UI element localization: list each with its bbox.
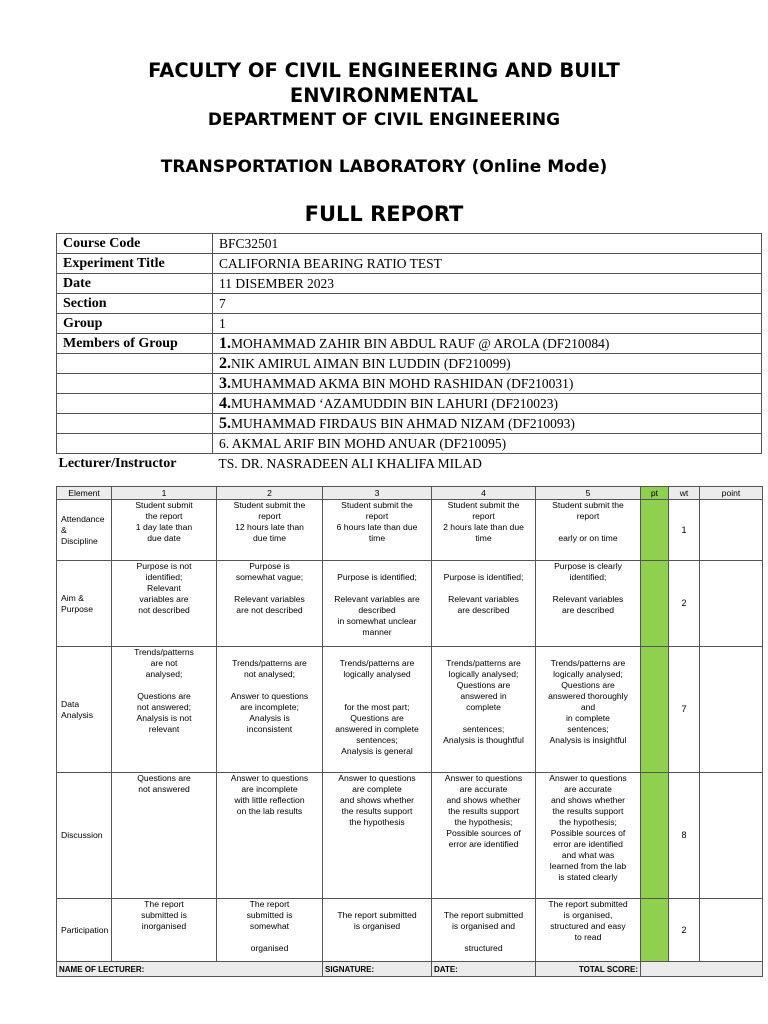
- member-row: [57, 394, 762, 414]
- rubric-footer-row: [57, 962, 763, 977]
- member-entry: [213, 394, 762, 414]
- rubric-element: Attendance & Discipline: [57, 500, 112, 561]
- rubric-cell: The report submitted is inorganised: [112, 899, 217, 962]
- member-name: MUHAMMAD FIRDAUS BIN AHMAD NIZAM (DF210093): [231, 415, 575, 431]
- date-field: DATE:: [432, 962, 536, 977]
- rubric-cell: The report submitted is somewhat organised: [217, 899, 323, 962]
- rubric-header-pt: pt: [641, 487, 669, 500]
- rubric-cell: Answer to questions are accurate and shows whether the results support the hypothesis; Possible sources of error are identified and what was learned from the lab is stated clearly: [536, 773, 641, 899]
- member-name: MUHAMMAD ‘AZAMUDDIN BIN LAHURI (DF210023): [231, 395, 558, 411]
- pt-cell: [641, 647, 669, 773]
- member-number: 2.: [219, 354, 231, 372]
- rubric-element: Aim & Purpose: [57, 561, 112, 647]
- empty-cell: [57, 394, 213, 414]
- experiment-title-value: CALIFORNIA BEARING RATIO TEST: [213, 254, 762, 274]
- rubric-cell: Trends/patterns are logically analysed; Questions are answered in complete sentences; Analysis is thoughtful: [432, 647, 536, 773]
- section-value: 7: [213, 294, 762, 314]
- wt-cell: 2: [669, 899, 700, 962]
- member-entry: [213, 414, 762, 434]
- rubric-cell: Answer to questions are accurate and shows whether the results support the hypothesis; Possible sources of error are identified: [432, 773, 536, 899]
- info-row-group: [57, 314, 762, 334]
- member-number: 4.: [219, 394, 231, 412]
- rubric-row-data-analysis: [57, 647, 763, 773]
- rubric-cell: Trends/patterns are not analysed; Questions are not answered; Analysis is not relevant: [112, 647, 217, 773]
- member-entry: [213, 354, 762, 374]
- rubric-cell: Questions are not answered: [112, 773, 217, 899]
- section-label: Section: [57, 294, 213, 314]
- experiment-title-label: Experiment Title: [57, 254, 213, 274]
- empty-cell: [57, 414, 213, 434]
- rubric-cell: Student submit the report early or on time: [536, 500, 641, 561]
- date-label: Date: [57, 274, 213, 294]
- info-row-course-code: [57, 234, 762, 254]
- rubric-cell: Purpose is clearly identified; Relevant variables are described: [536, 561, 641, 647]
- member-entry: [213, 374, 762, 394]
- department-title: DEPARTMENT OF CIVIL ENGINEERING: [207, 110, 561, 130]
- pt-cell: [641, 773, 669, 899]
- rubric-cell: Trends/patterns are logically analysed for the most part; Questions are answered in complete sentences; Analysis is general: [323, 647, 432, 773]
- rubric-header-level-3: 3: [323, 487, 432, 500]
- member-row: [57, 414, 762, 434]
- rubric-header-level-5: 5: [536, 487, 641, 500]
- member-row: [57, 434, 762, 454]
- rubric-cell: The report submitted is organised, structured and easy to read: [536, 899, 641, 962]
- rubric-cell: Trends/patterns are not analysed; Answer to questions are incomplete; Analysis is inconsistent: [217, 647, 323, 773]
- signature-field: SIGNATURE:: [323, 962, 432, 977]
- rubric-element: Data Analysis: [57, 647, 112, 773]
- faculty-title: FACULTY OF CIVIL ENGINEERING AND BUILT ENVIRONMENTAL: [148, 59, 620, 107]
- member-name: AKMAL ARIF BIN MOHD ANUAR (DF210095): [231, 435, 507, 451]
- member-name: MUHAMMAD AKMA BIN MOHD RASHIDAN (DF210031): [231, 375, 574, 391]
- course-code-label: Course Code: [57, 234, 213, 254]
- lab-title: TRANSPORTATION LABORATORY (Online Mode): [160, 157, 608, 177]
- rubric-header-point: point: [700, 487, 763, 500]
- rubric-header-level-4: 4: [432, 487, 536, 500]
- course-code-value: BFC32501: [213, 234, 762, 254]
- point-cell: [700, 899, 763, 962]
- empty-cell: [57, 434, 213, 454]
- group-value: 1: [213, 314, 762, 334]
- info-row-title: [57, 254, 762, 274]
- point-cell: [700, 647, 763, 773]
- rubric-cell: Purpose is identified; Relevant variables are described in somewhat unclear manner: [323, 561, 432, 647]
- members-label: Members of Group: [57, 334, 213, 354]
- rubric-element: Discussion: [57, 773, 112, 899]
- wt-cell: 8: [669, 773, 700, 899]
- rubric-cell: Student submit the report 1 day late than due date: [112, 500, 217, 561]
- lecturer-row: [57, 454, 762, 474]
- rubric-cell: Trends/patterns are logically analysed; Questions are answered thoroughly and in complete sentences; Analysis is insightful: [536, 647, 641, 773]
- report-title: FULL REPORT: [304, 202, 464, 226]
- rubric-cell: The report submitted is organised: [323, 899, 432, 962]
- rubric-cell: Answer to questions are incomplete with little reflection on the lab results: [217, 773, 323, 899]
- empty-cell: [57, 374, 213, 394]
- point-cell: [700, 500, 763, 561]
- wt-cell: 7: [669, 647, 700, 773]
- info-row-section: [57, 294, 762, 314]
- rubric-cell: Purpose is identified; Relevant variables are described: [432, 561, 536, 647]
- member-row: [57, 334, 762, 354]
- lecturer-label: Lecturer/Instructor: [57, 454, 213, 474]
- member-row: [57, 354, 762, 374]
- empty-cell: [57, 354, 213, 374]
- rubric-table: [56, 486, 763, 977]
- member-name: MOHAMMAD ZAHIR BIN ABDUL RAUF @ AROLA (DF210084): [231, 335, 610, 351]
- rubric-row-aim: [57, 561, 763, 647]
- date-value: 11 DISEMBER 2023: [213, 274, 762, 294]
- rubric-cell: Answer to questions are complete and shows whether the results support the hypothesis: [323, 773, 432, 899]
- rubric-cell: Student submit the report 12 hours late than due time: [217, 500, 323, 561]
- total-score-label: TOTAL SCORE:: [536, 962, 641, 977]
- wt-cell: 2: [669, 561, 700, 647]
- rubric-header-row: [57, 487, 763, 500]
- lecturer-value: TS. DR. NASRADEEN ALI KHALIFA MILAD: [213, 454, 762, 474]
- member-number: 5.: [219, 414, 231, 432]
- rubric-header-level-1: 1: [112, 487, 217, 500]
- rubric-element: Participation: [57, 899, 112, 962]
- info-row-date: [57, 274, 762, 294]
- total-score-value: [641, 962, 763, 977]
- report-info-table: [56, 233, 762, 473]
- member-number: 3.: [219, 374, 231, 392]
- pt-cell: [641, 500, 669, 561]
- rubric-cell: Purpose is somewhat vague; Relevant variables are not described: [217, 561, 323, 647]
- member-name: NIK AMIRUL AIMAN BIN LUDDIN (DF210099): [231, 355, 511, 371]
- point-cell: [700, 561, 763, 647]
- point-cell: [700, 773, 763, 899]
- rubric-cell: Student submit the report 6 hours late than due time: [323, 500, 432, 561]
- member-entry: [213, 434, 762, 454]
- pt-cell: [641, 899, 669, 962]
- wt-cell: 1: [669, 500, 700, 561]
- rubric-cell: Student submit the report 2 hours late than due time: [432, 500, 536, 561]
- rubric-row-participation: [57, 899, 763, 962]
- group-label: Group: [57, 314, 213, 334]
- member-row: [57, 374, 762, 394]
- member-number: 1.: [219, 334, 231, 352]
- lecturer-name-field: NAME OF LECTURER:: [57, 962, 323, 977]
- member-number: 6.: [219, 435, 230, 451]
- rubric-header-level-2: 2: [217, 487, 323, 500]
- member-entry: [213, 334, 762, 354]
- rubric-cell: Purpose is not identified; Relevant variables are not described: [112, 561, 217, 647]
- rubric-header-element: Element: [57, 487, 112, 500]
- rubric-row-discussion: [57, 773, 763, 899]
- rubric-cell: The report submitted is organised and structured: [432, 899, 536, 962]
- pt-cell: [641, 561, 669, 647]
- rubric-row-attendance: [57, 500, 763, 561]
- rubric-header-wt: wt: [669, 487, 700, 500]
